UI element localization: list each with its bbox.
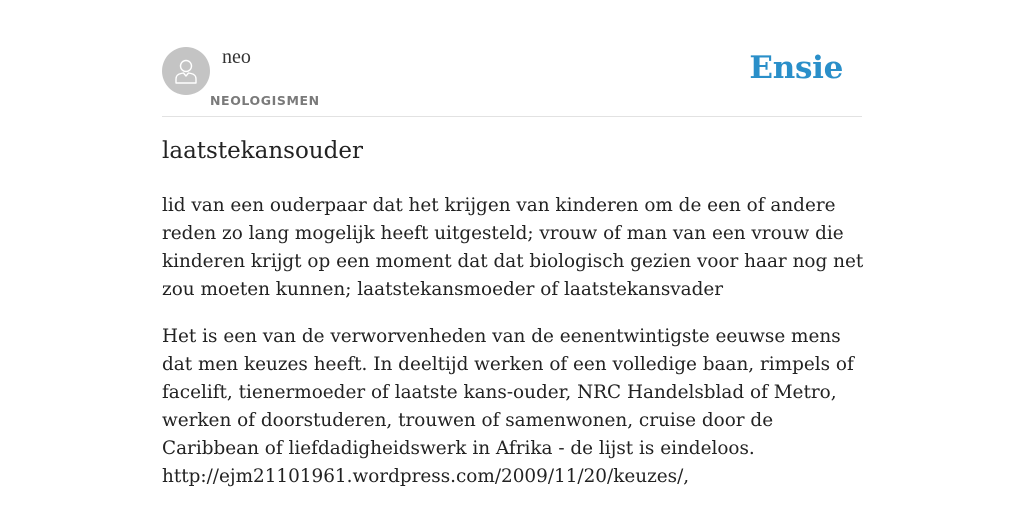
avatar[interactable]	[162, 47, 210, 95]
entry-term: laatstekansouder	[162, 138, 363, 164]
brand-logo[interactable]: Ensie	[749, 50, 843, 86]
category-label[interactable]: NEOLOGISMEN	[210, 93, 320, 108]
entry-card	[162, 0, 864, 487]
username-link[interactable]: neo	[222, 46, 251, 68]
user-avatar-icon	[171, 56, 201, 86]
entry-example: Het is een van de verworvenheden van de eenentwintigste eeuwse mens dat men keuzes heeft. In deeltijd werken of een volledige baan, rimpels of facelift, tienermoeder of laatste kans-ouder, NRC Handelsblad of Metro, werken of doorstuderen, trouwen of samenwonen, cruise door de Caribbean of liefdadigheidswerk in Afrika - de lijst is eindeloos. http://ejm21101961.wordpress.com/2009/11/20/keuzes/,	[162, 326, 854, 487]
entry-definition: lid van een ouderpaar dat het krijgen van kinderen om de een of andere reden zo lang mogelijk heeft uitgesteld; vrouw of man van een vrouw die kinderen krijgt op een moment dat dat biologisch gezien voor haar nog net zou moeten kunnen; laatstekansmoeder of laatstekansvader	[162, 195, 864, 300]
entry-header	[162, 0, 862, 117]
